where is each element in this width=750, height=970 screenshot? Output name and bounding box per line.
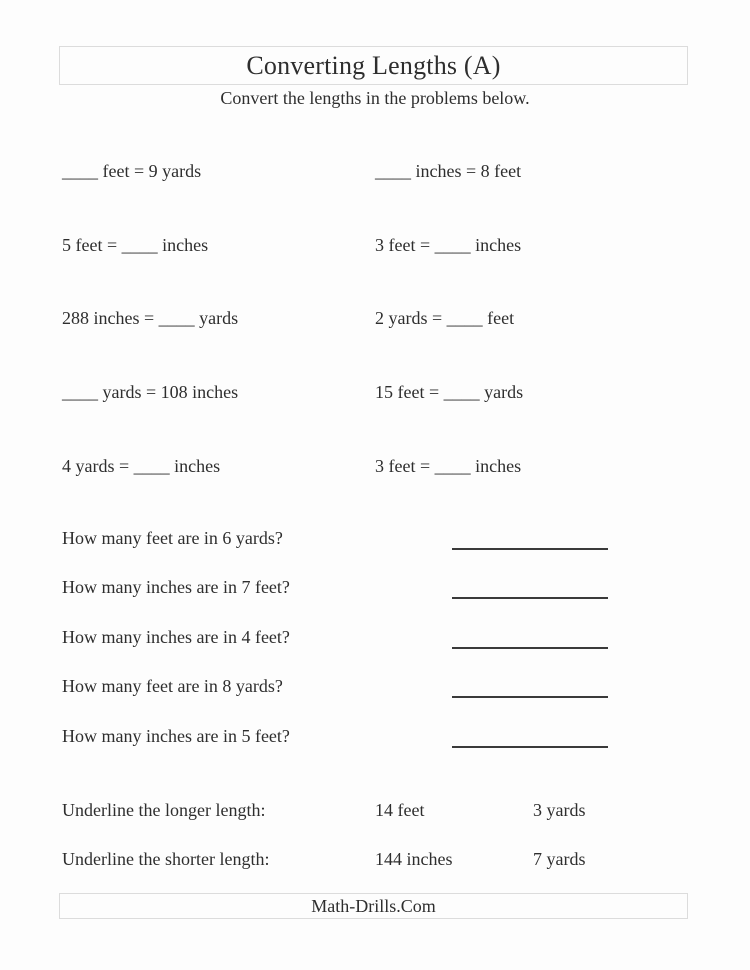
worksheet-title: Converting Lengths (A)	[246, 50, 501, 80]
answer-line	[452, 680, 608, 698]
question-row	[62, 727, 688, 753]
footer-brand: Math-Drills.Com	[311, 895, 436, 916]
worksheet-subtitle: Convert the lengths in the problems below.	[220, 88, 530, 108]
underline-instruction: Underline the longer length:	[62, 800, 266, 820]
word-question: How many feet are in 8 yards?	[62, 676, 283, 696]
conversion-problem: 15 feet = ____ yards	[375, 382, 524, 402]
length-option: 144 inches	[375, 849, 453, 869]
underline-task-row	[62, 801, 688, 823]
question-row	[62, 578, 688, 604]
conversion-problem: 288 inches = ____ yards	[62, 308, 239, 328]
conversion-problem: 5 feet = ____ inches	[62, 235, 209, 255]
underline-instruction: Underline the shorter length:	[62, 849, 270, 869]
length-option: 3 yards	[533, 800, 586, 820]
question-row	[62, 628, 688, 654]
conversion-problem: 2 yards = ____ feet	[375, 308, 515, 328]
underline-task-row	[62, 850, 688, 872]
answer-line	[452, 581, 608, 599]
conversion-row	[62, 162, 688, 184]
word-question: How many inches are in 4 feet?	[62, 627, 290, 647]
length-option: 7 yards	[533, 849, 586, 869]
conversion-row	[62, 309, 688, 331]
conversion-row	[62, 383, 688, 405]
conversion-problem: 3 feet = ____ inches	[375, 456, 522, 476]
conversion-problem: 3 feet = ____ inches	[375, 235, 522, 255]
word-question: How many feet are in 6 yards?	[62, 528, 283, 548]
length-option: 14 feet	[375, 800, 425, 820]
question-row	[62, 529, 688, 555]
conversion-problem: ____ feet = 9 yards	[62, 161, 202, 181]
question-row	[62, 677, 688, 703]
word-question: How many inches are in 5 feet?	[62, 726, 290, 746]
conversion-problem: ____ yards = 108 inches	[62, 382, 239, 402]
conversion-row	[62, 457, 688, 479]
answer-line	[452, 631, 608, 649]
conversion-problem: 4 yards = ____ inches	[62, 456, 221, 476]
answer-line	[452, 730, 608, 748]
conversion-problem: ____ inches = 8 feet	[375, 161, 522, 181]
conversion-row	[62, 236, 688, 258]
footer-box	[59, 893, 688, 919]
title-box	[59, 46, 688, 85]
answer-line	[452, 532, 608, 550]
word-question: How many inches are in 7 feet?	[62, 577, 290, 597]
